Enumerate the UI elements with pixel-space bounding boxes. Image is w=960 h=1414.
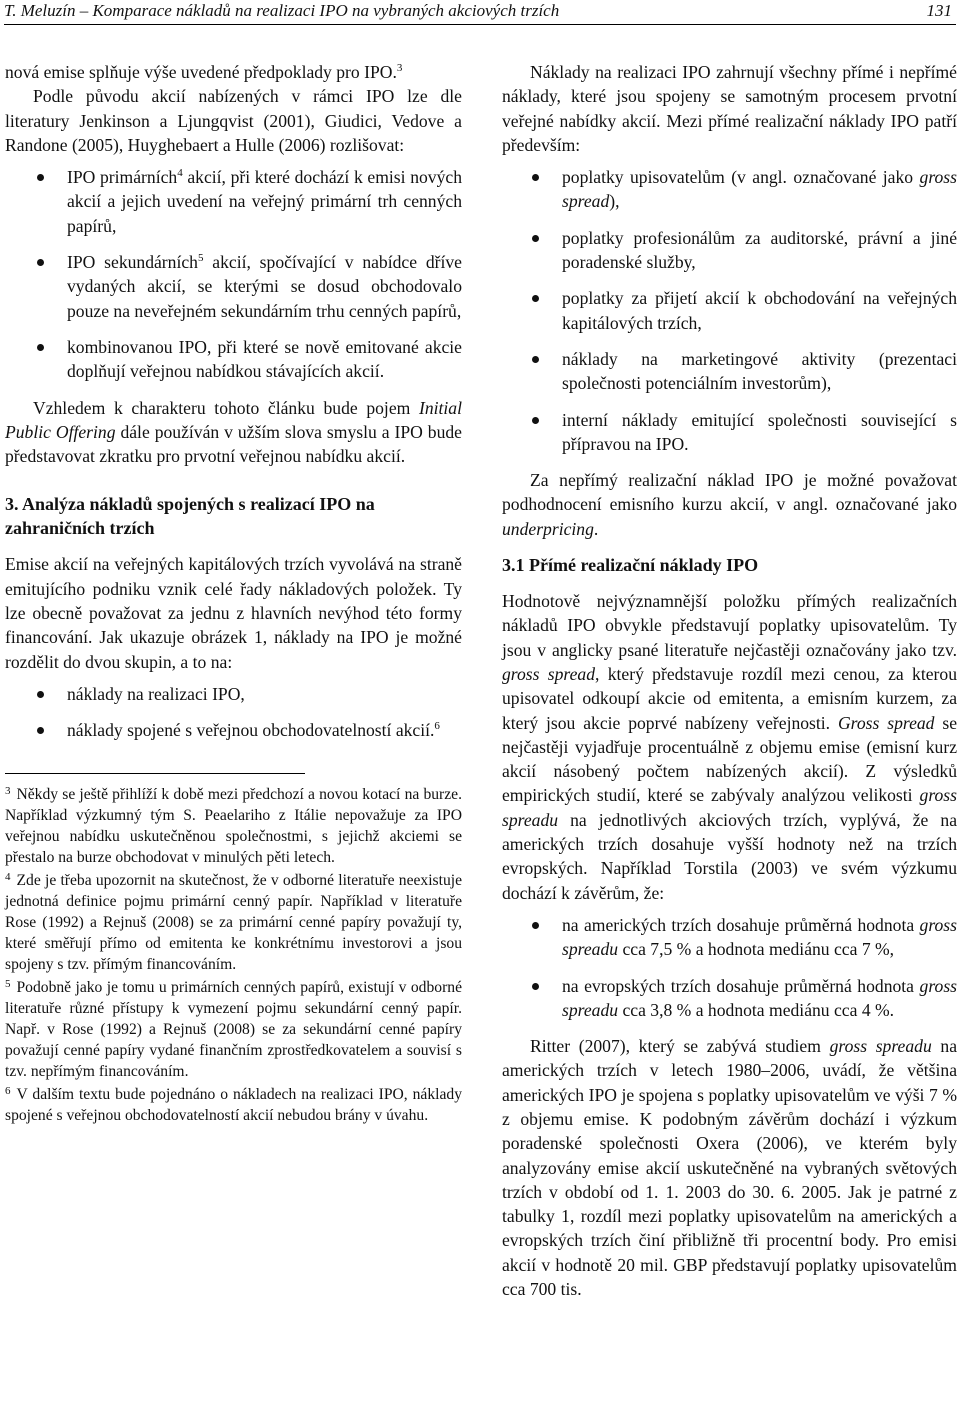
list-item: poplatky za přijetí akcií k obchodování na veřejných kapitálových trzích, bbox=[502, 286, 957, 335]
bullet-icon bbox=[37, 174, 44, 181]
section-heading: 3.1 Přímé realizační náklady IPO bbox=[502, 555, 759, 576]
header-title: T. Meluzín – Komparace nákladů na realizaci IPO na vybraných akciových trzích bbox=[4, 1, 560, 20]
paragraph: Emise akcií na veřejných kapitálových trzích vyvolává na straně emitujícího podniku vznik celé řady nákladových položek. Ty lze obecně považovat za jednu z hlavních nevýhod této formy financování. Jak ukazuje obrázek 1, náklady na IPO je možné rozdělit do dvou skupin, a to na: bbox=[5, 554, 462, 672]
bullet-icon bbox=[532, 235, 539, 242]
bullet-icon bbox=[532, 295, 539, 302]
bullet-list bbox=[5, 165, 462, 383]
bullet-icon bbox=[532, 417, 539, 424]
list-item: interní náklady emitující společnosti související s přípravou na IPO. bbox=[502, 408, 957, 457]
bullet-icon bbox=[532, 922, 539, 929]
list-item: poplatky profesionálům za auditorské, právní a jiné poradenské služby, bbox=[502, 226, 957, 275]
running-header bbox=[4, 0, 956, 25]
footnote-divider bbox=[5, 773, 305, 774]
paragraph: Vzhledem k charakteru tohoto článku bude pojem Initial Public Offering dále používán v užším slova smyslu a IPO bude představovat zkratku pro prvotní veřejnou nabídku akcií. bbox=[5, 397, 462, 467]
list-item: náklady na realizaci IPO, bbox=[5, 682, 462, 706]
footnote-ref[interactable]: 4 bbox=[177, 167, 183, 180]
paragraph: Za nepřímý realizační náklad IPO je možné považovat podhodnocení emisního kurzu akcií, v angl. označované jako underpricing. bbox=[502, 470, 957, 539]
list-item: náklady na marketingové aktivity (prezentaci společnosti potenciálním investorům), bbox=[502, 347, 957, 396]
footnote: $^6$ V dalším textu bude pojednáno o nákladech na realizaci IPO, náklady spojené s veřejnou obchodovatelností akcií nebudou brány v úvahu. bbox=[5, 1084, 462, 1124]
bullet-icon bbox=[37, 259, 44, 266]
bullet-icon bbox=[37, 344, 44, 351]
list-item: náklady spojené s veřejnou obchodovatelností akcií.$^6$ bbox=[5, 718, 462, 742]
paragraph: Ritter (2007), který se zabývá studiem gross spreadu na amerických trzích v letech 1980–2006, uvádí, že většina amerických IPO je spojena s poplatky upisovatelům ve výši 7 % z objemu emise. K podobným závěrům dochází i výzkum poradenské společnosti Oxera (2006), ve kterém byly analyzovány emise akcií uskutečněné na vybraných světových trzích v období od 1. 1. 2003 do 30. 6. 2005. Jak je patrné z tabulky 1, rozdíl mezi poplatky upisovatelům na amerických a evropských trzích činí přibližně tři procentní body. Pro emisi akcií v hodnotě 20 mil. GBP představují poplatky upisovatelům cca 700 tis. bbox=[502, 1036, 958, 1300]
bullet-icon bbox=[37, 727, 44, 734]
page-number: 131 bbox=[926, 1, 952, 20]
footnotes bbox=[5, 784, 462, 1126]
footnote: $^3$ Někdy se ještě přihlíží k době mezi předchozí a novou kotací na burze. Například výzkumný tým S. Peaelariho z Itálie nepovažuje za IPO veřejnou nabídku uskutečněnou společnostmi, s jejichž akciemi se přestalo na burze obchodovat v minulých pěti letech. bbox=[5, 784, 462, 866]
right-column bbox=[502, 60, 957, 1301]
list-item: poplatky upisovatelům (v angl. označované jako gross spread), bbox=[502, 165, 957, 214]
list-item: IPO primárních$^4$ akcií, při které dochází k emisi nových akcií a jejich uvedení na veřejný primární trh cenných papírů, bbox=[5, 165, 462, 238]
paragraph: Hodnotově nejvýznamnější položku přímých realizačních nákladů IPO obvykle představují poplatky upisovatelům. Ty jsou v anglicky psané literatuře nejčastěji označovány jako tzv. gross spread, který představuje rozdíl mezi cenou, za kterou upisovatel odkoupí akcie od emitenta, a emisním kurzem, za který jsou akcie poprvé nabízeny veřejnosti. Gross spread se nejčastěji vyjadřuje procentuálně z objemu emise (emisní kurz akcií násobený počtem nabízených akcií). Z výsledků empirických studií, které se zabývaly analýzou velikosti gross spreadu na jednotlivých akciových trzích, vyplývá, že na amerických trzích dosahuje vyšší hodnoty než na trzích evropských. Například Torstila (2003) ve svém výzkumu dochází k závěrům, že: bbox=[502, 591, 958, 903]
footnote-ref[interactable]: 5 bbox=[197, 252, 204, 265]
bullet-icon bbox=[532, 983, 539, 990]
footnote-ref[interactable]: 3 bbox=[396, 62, 403, 74]
list-item: IPO sekundárních$^5$ akcií, spočívající v nabídce dříve vydaných akcií, se kterými se dosud obchodovalo pouze na neveřejném sekundárním trhu cenných papírů, bbox=[5, 250, 462, 323]
bullet-list bbox=[502, 165, 957, 456]
bullet-icon bbox=[532, 356, 539, 363]
list-item: na evropských trzích dosahuje průměrná hodnota gross spreadu cca 3,8 % a hodnota mediánu cca 4 %. bbox=[502, 974, 957, 1023]
bullet-icon bbox=[37, 691, 44, 698]
footnote: $^5$ Podobně jako je tomu u primárních cenných papírů, existují v odborné literatuře různé přístupy k vymezení pojmu sekundární cenný papír. Např. v Rose (1992) a Rejnuš (2008) se za sekundární cenné papíry považují cenné papíry vydané finančním zprostředkovatelem a souvisí s tzv. nepřímým financováním. bbox=[5, 977, 462, 1080]
list-item: na amerických trzích dosahuje průměrná hodnota gross spreadu cca 7,5 % a hodnota mediánu cca 7 %, bbox=[502, 913, 957, 962]
left-column bbox=[5, 60, 462, 1128]
bullet-list bbox=[502, 913, 957, 1022]
paragraph: nová emise splňuje výše uvedené předpoklady pro IPO.$^3$ bbox=[5, 62, 403, 82]
section-heading: 3. Analýza nákladů spojených s realizací IPO na zahraničních trzích bbox=[5, 494, 375, 539]
paragraph: Náklady na realizaci IPO zahrnují všechny přímé i nepřímé náklady, které jsou spojeny se samotným procesem prvotní veřejné nabídky akcií. Mezi přímé realizační náklady IPO patří především: bbox=[502, 62, 957, 155]
footnote: $^4$ Zde je třeba upozornit na skutečnost, že v odborné literatuře neexistuje jednotná definice pojmu primární cenný papír. Například v literatuře Rose (1992) a Rejnuš (2008) se za primární cenné papíry považují ty, které směřují přímo od emitenta ke konkrétnímu investorovi a jsou spojeny s tzv. přímým financováním. bbox=[5, 870, 462, 973]
paragraph: Podle původu akcií nabízených v rámci IPO lze dle literatury Jenkinson a Ljungqvist (2001), Giudici, Vedove a Randone (2005), Huyghebaert a Hulle (2006) rozlišovat: bbox=[5, 86, 462, 155]
list-item: kombinovanou IPO, při které se nově emitované akcie doplňují veřejnou nabídkou stávajících akcií. bbox=[5, 335, 462, 384]
bullet-list bbox=[5, 682, 462, 743]
bullet-icon bbox=[532, 174, 539, 181]
footnote-ref[interactable]: 6 bbox=[434, 720, 440, 733]
